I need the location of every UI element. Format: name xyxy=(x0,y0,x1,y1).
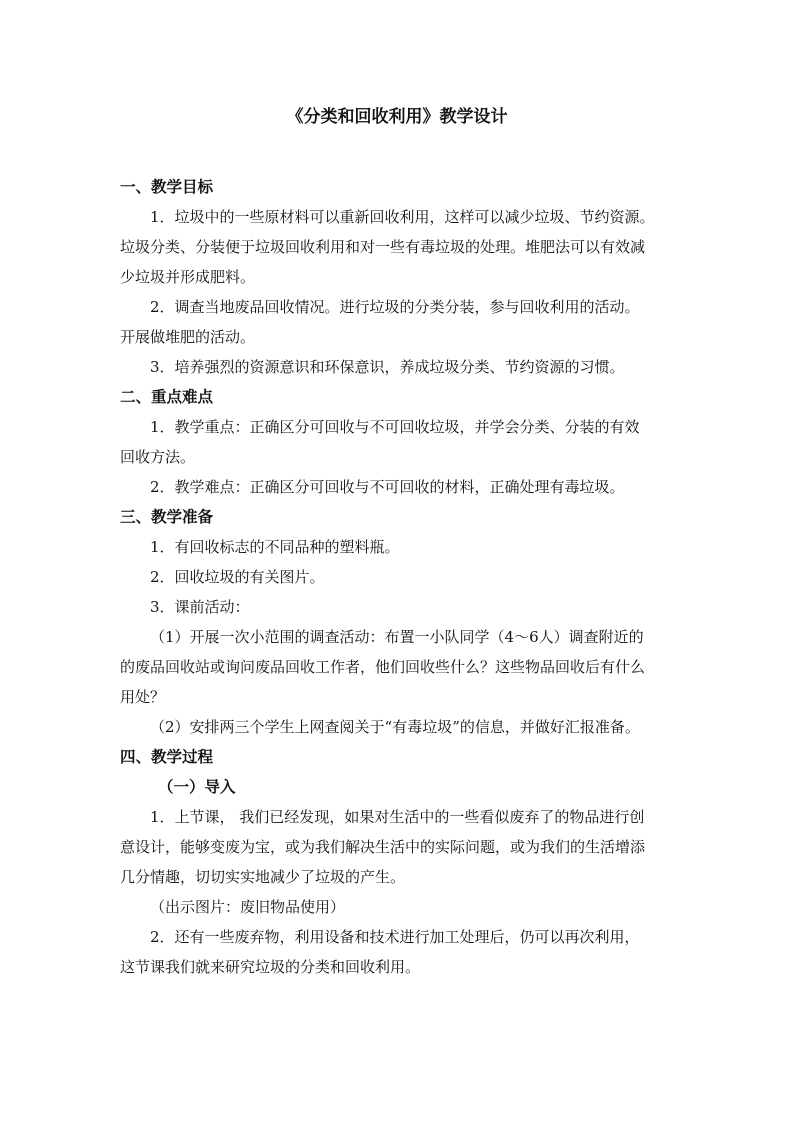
section-heading: （一）导入 xyxy=(158,777,236,796)
body-text-line: （1）开展一次小范围的调查活动：布置一小队同学（4～6人）调查附近的 xyxy=(150,628,644,646)
body-text-line: 2．教学难点：正确区分可回收与不可回收的材料，正确处理有毒垃圾。 xyxy=(150,478,625,496)
document-title: 《分类和回收利用》教学设计 xyxy=(286,107,508,127)
body-text-line: 用处？ xyxy=(120,688,166,706)
body-text-line: 1．有回收标志的不同品种的塑料瓶。 xyxy=(150,538,400,556)
body-text-line: 2．调查当地废品回收情况。进行垃圾的分类分装，参与回收利用的活动。 xyxy=(150,298,640,316)
body-text-line: 3．培养强烈的资源意识和环保意识，养成垃圾分类、节约资源的习惯。 xyxy=(150,358,625,376)
body-text-line: 2．还有一些废弃物，利用设备和技术进行加工处理后，仍可以再次利用， xyxy=(150,928,640,946)
body-text-line: 意设计，能够变废为宝，或为我们解决生活中的实际问题，或为我们的生活增添 xyxy=(120,838,646,856)
body-text-line: （出示图片：废旧物品使用） xyxy=(150,898,346,916)
section-heading: 三、教学准备 xyxy=(120,507,214,526)
body-text-line: 1．教学重点：正确区分可回收与不可回收垃圾，并学会分类、分装的有效 xyxy=(150,418,640,436)
body-text-line: 少垃圾并形成肥料。 xyxy=(120,268,256,286)
section-heading: 二、重点难点 xyxy=(120,387,214,406)
section-heading: 四、教学过程 xyxy=(120,747,214,766)
body-text-line: 的废品回收站或询问废品回收工作者，他们回收些什么？这些物品回收后有什么 xyxy=(120,658,646,676)
body-text-line: 这节课我们就来研究垃圾的分类和回收利用。 xyxy=(120,958,421,976)
body-text-line: 几分情趣，切切实实地减少了垃圾的产生。 xyxy=(120,868,406,886)
body-text-line: 1．垃圾中的一些原材料可以重新回收利用，这样可以减少垃圾、节约资源。 xyxy=(150,208,655,226)
body-text-line: 开展做堆肥的活动。 xyxy=(120,328,256,346)
body-text-line: 2．回收垃圾的有关图片。 xyxy=(150,568,325,586)
body-text-line: 1．上节课， 我们已经发现，如果对生活中的一些看似废弃了的物品进行创 xyxy=(150,808,645,826)
body-text-line: 垃圾分类、分装便于垃圾回收利用和对一些有毒垃圾的处理。堆肥法可以有效减 xyxy=(120,238,646,256)
body-text-line: （2）安排两三个学生上网查阅关于“有毒垃圾”的信息，并做好汇报准备。 xyxy=(150,718,640,736)
body-text-line: 3．课前活动： xyxy=(150,598,250,616)
document-body xyxy=(120,172,680,982)
section-heading: 一、教学目标 xyxy=(120,177,214,196)
body-text-line: 回收方法。 xyxy=(120,448,196,466)
